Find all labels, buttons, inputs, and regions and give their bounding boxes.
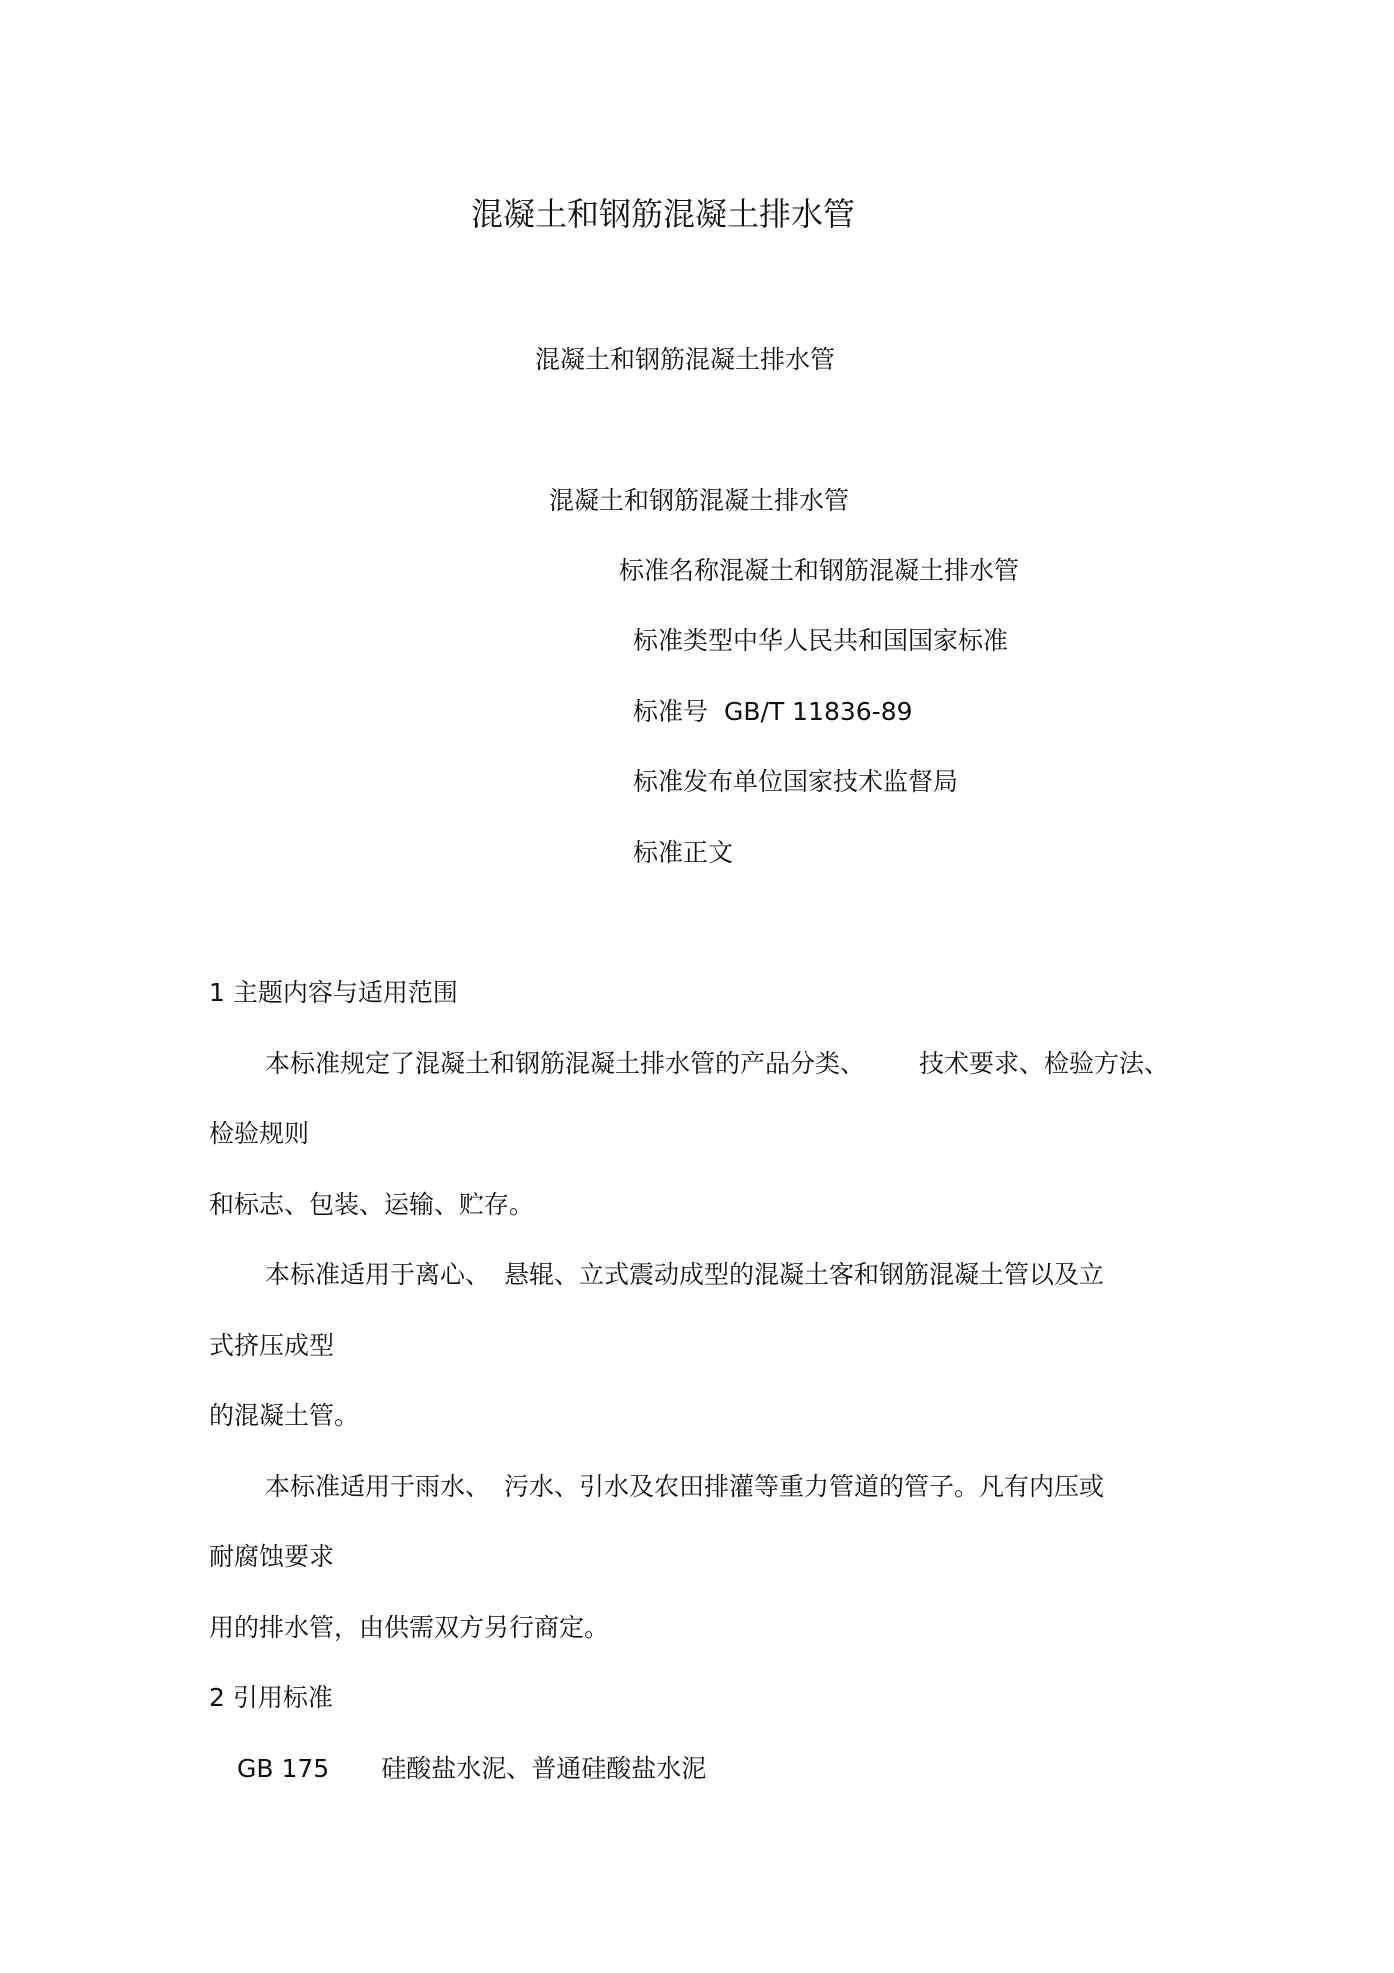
paragraph-1-part-a: 本标准规定了混凝土和钢筋混凝土排水管的产品分类、: [265, 1049, 866, 1078]
paragraph-3-part-a: 本标准适用于雨水、: [265, 1472, 491, 1501]
document-subtitle: 混凝土和钢筋混凝土排水管: [535, 345, 836, 374]
document-title: 混凝土和钢筋混凝土排水管: [471, 195, 856, 233]
section-1-paragraph-2-cont: 式挤压成型: [209, 1331, 335, 1360]
standard-number-value: GB/T 11836-89: [724, 697, 913, 726]
section-1-paragraph-2-end: 的混凝土管。: [209, 1401, 360, 1430]
section-1-paragraph-3-end: 用的排水管，由供需双方另行商定。: [209, 1613, 610, 1642]
section-1-paragraph-3: [265, 1471, 1104, 1503]
paragraph-2-part-a: 本标准适用于离心、: [265, 1260, 491, 1289]
standard-body-label: 标准正文: [633, 838, 734, 867]
section-1-paragraph-2: [265, 1259, 1104, 1291]
section-2-heading: 2 引用标准: [209, 1683, 333, 1712]
reference-title: 硅酸盐水泥、普通硅酸盐水泥: [381, 1754, 707, 1783]
document-header-name: 混凝土和钢筋混凝土排水管: [549, 486, 850, 515]
section-1-paragraph-1: [265, 1048, 1169, 1080]
section-1-paragraph-1-cont: 检验规则: [209, 1119, 310, 1148]
reference-item: [237, 1753, 706, 1785]
standard-type: 标准类型中华人民共和国国家标准: [633, 626, 1009, 655]
paragraph-3-part-b: 污水、引水及农田排灌等重力管道的管子。凡有内压或: [504, 1472, 1105, 1501]
paragraph-1-part-b: 技术要求、检验方法、: [919, 1049, 1170, 1078]
section-1-paragraph-1-end: 和标志、包装、运输、贮存。: [209, 1190, 535, 1219]
paragraph-2-part-b: 悬辊、立式震动成型的混凝土客和钢筋混凝土管以及立: [504, 1260, 1105, 1289]
section-1-heading: 1 主题内容与适用范围: [209, 978, 458, 1007]
standard-name: 标准名称混凝土和钢筋混凝土排水管: [619, 556, 1020, 585]
section-1-paragraph-3-cont: 耐腐蚀要求: [209, 1542, 335, 1571]
standard-number: [633, 696, 913, 728]
standard-number-label: 标准号: [633, 697, 709, 726]
reference-code: GB 175: [237, 1754, 330, 1783]
standard-publisher: 标准发布单位国家技术监督局: [633, 767, 959, 796]
